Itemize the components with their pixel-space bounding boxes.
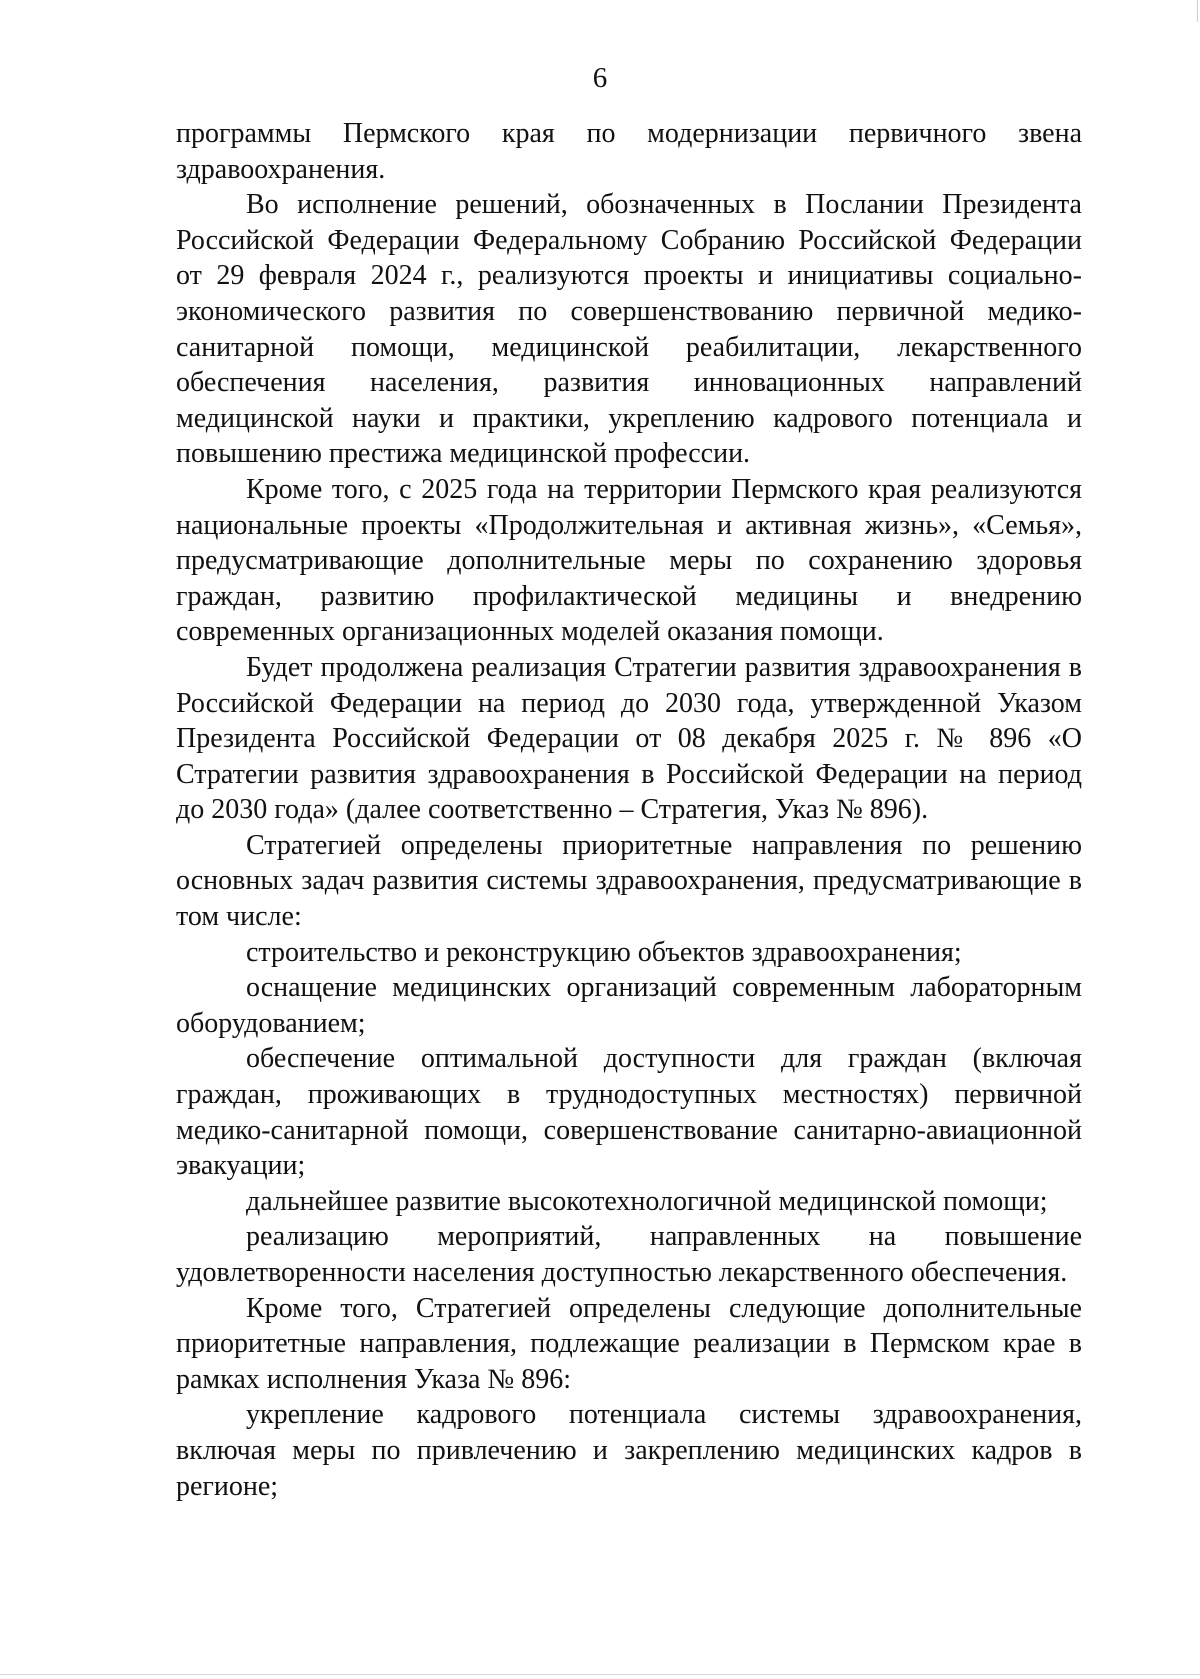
list-item-construction: строительство и реконструкцию объектов здравоохранения;: [246, 936, 962, 968]
paragraph-strategy-priorities: Стратегией определены приоритетные направления по решению основных задач развития системы здравоохранения, предусматривающие в том числе:: [176, 829, 1082, 933]
list-item-drug-supply: реализацию мероприятий, направленных на повышение удовлетворенности населения доступностью лекарственного обеспечения.: [176, 1221, 1082, 1288]
list-item-lab-equipment: оснащение медицинских организаций современным лабораторным оборудованием;: [176, 972, 1082, 1039]
page-number: 6: [592, 62, 608, 94]
scan-edge-mark: [1197, 0, 1198, 22]
paragraph-national-projects: Кроме того, с 2025 года на территории Пермского края реализуются национальные проекты «Продолжительная и активная жизнь», «Семья», предусматривающие дополнительные меры по сохранению здоровья граждан, развитию профилактической медицины и внедрению современных организационных моделей оказания помощи.: [176, 473, 1082, 648]
paragraph-strategy-implementation: Будет продолжена реализация Стратегии развития здравоохранения в Российской Федерации на период до 2030 года, утвержденной Указом Президента Российской Федерации от 08 декабря 2025 г. № 896 «О Стратегии развития здравоохранения в Российской Федерации на период до 2030 года» (далее соответственно – Стратегия, Указ № 896).: [176, 651, 1082, 826]
paragraph-continuation: программы Пермского края по модернизации первичного звена здравоохранения.: [176, 118, 1082, 185]
paragraph-additional-priorities: Кроме того, Стратегией определены следующие дополнительные приоритетные направления, подлежащие реализации в Пермском крае в рамках исполнения Указа № 896:: [176, 1292, 1082, 1395]
scan-bottom-edge: [0, 1674, 1200, 1675]
list-item-primary-care-access: обеспечение оптимальной доступности для граждан (включая граждан, проживающих в труднодоступных местностях) первичной медико-санитарной помощи, совершенствование санитарно-авиационной эвакуации;: [176, 1043, 1082, 1182]
paragraph-presidential-address: Во исполнение решений, обозначенных в Послании Президента Российской Федерации Федеральному Собранию Российской Федерации от 29 февраля 2024 г., реализуются проекты и инициативы социально-экономического развития по совершенствованию первичной медико-санитарной помощи, медицинской реабилитации, лекарственного обеспечения населения, развития инновационных направлений медицинской науки и практики, укреплению кадрового потенциала и повышению престижа медицинской профессии.: [176, 189, 1082, 470]
document-body: [176, 116, 1082, 1504]
list-item-high-tech-care: дальнейшее развитие высокотехнологичной медицинской помощи;: [246, 1185, 1048, 1217]
list-item-staffing: укрепление кадрового потенциала системы здравоохранения, включая меры по привлечению и закреплению медицинских кадров в регионе;: [176, 1399, 1082, 1502]
